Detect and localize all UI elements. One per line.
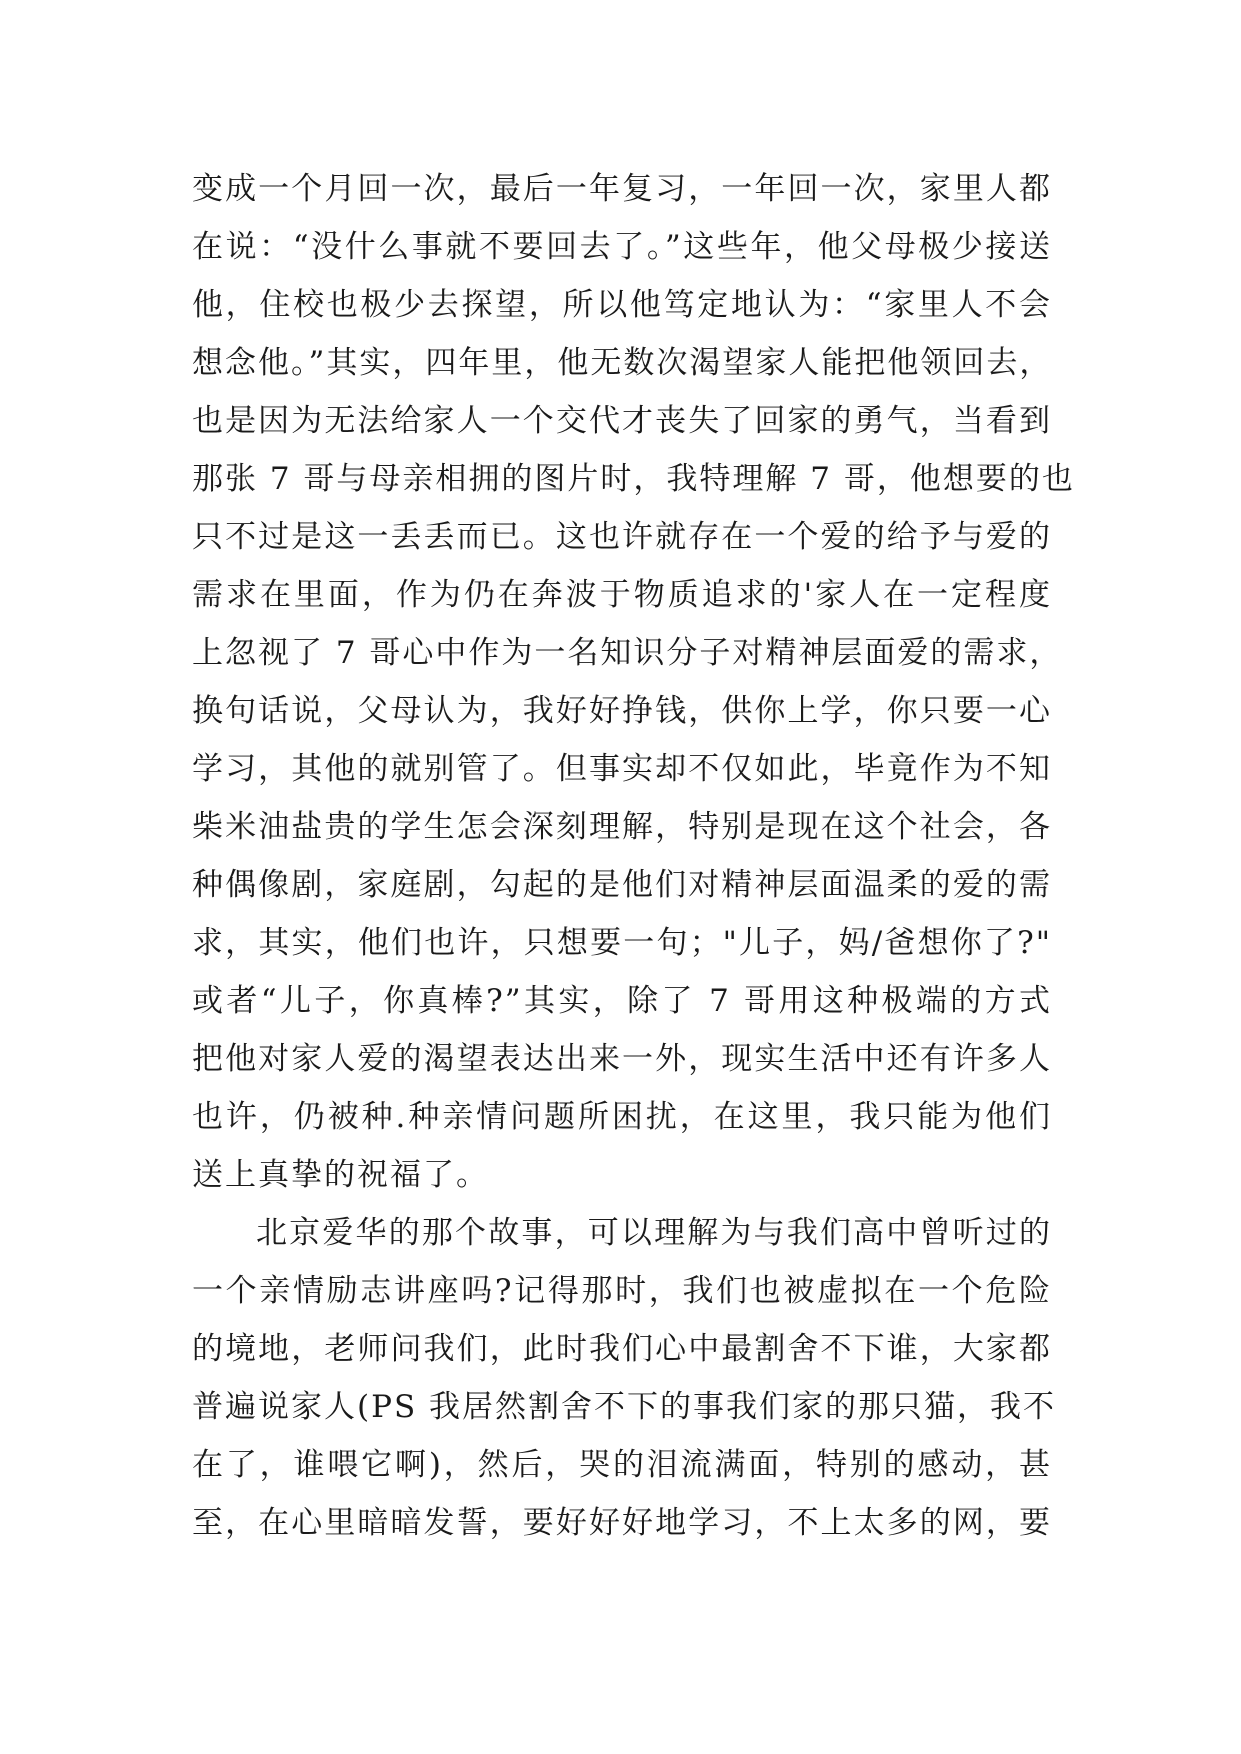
document-body — [192, 160, 1075, 1552]
text-line: 学习，其他的就别管了。但事实却不仅如此，毕竟作为不知 — [192, 751, 1052, 787]
text-line: 或者“儿子，你真棒?”其实，除了 7 哥用这种极端的方式 — [192, 983, 1052, 1019]
text-line: 在说：“没什么事就不要回去了。”这些年，他父母极少接送 — [192, 229, 1052, 265]
text-line: 一个亲情励志讲座吗?记得那时，我们也被虚拟在一个危险 — [192, 1273, 1052, 1309]
text-line: 的境地，老师问我们，此时我们心中最割舍不下谁，大家都 — [192, 1331, 1052, 1367]
text-line: 至，在心里暗暗发誓，要好好好地学习，不上太多的网，要 — [192, 1505, 1052, 1541]
text-line: 普遍说家人(PS 我居然割舍不下的事我们家的那只猫，我不 — [192, 1389, 1057, 1425]
text-line: 送上真挚的祝福了。 — [192, 1157, 489, 1193]
text-line: 把他对家人爱的渴望表达出来一外，现实生活中还有许多人 — [192, 1041, 1052, 1077]
text-line: 也许，仍被种.种亲情问题所困扰，在这里，我只能为他们 — [192, 1099, 1052, 1135]
text-line: 他，住校也极少去探望，所以他笃定地认为：“家里人不会 — [192, 287, 1052, 323]
text-line: 北京爱华的那个故事，可以理解为与我们高中曾听过的 — [256, 1215, 1052, 1251]
paragraph-1 — [192, 160, 1075, 1204]
text-line: 想念他。”其实，四年里，他无数次渴望家人能把他领回去， — [192, 345, 1053, 381]
text-line: 在了，谁喂它啊)，然后，哭的泪流满面，特别的感动，甚 — [192, 1447, 1052, 1483]
text-line: 上忽视了 7 哥心中作为一名知识分子对精神层面爱的需求， — [192, 635, 1063, 671]
text-line: 只不过是这一丢丢而已。这也许就存在一个爱的给予与爱的 — [192, 519, 1052, 555]
text-line: 种偶像剧，家庭剧，勾起的是他们对精神层面温柔的爱的需 — [192, 867, 1052, 903]
text-line: 需求在里面，作为仍在奔波于物质追求的'家人在一定程度 — [192, 577, 1052, 613]
text-line: 柴米油盐贵的学生怎会深刻理解，特别是现在这个社会，各 — [192, 809, 1052, 845]
text-line: 求，其实，他们也许，只想要一句；"儿子，妈/爸想你了?" — [192, 925, 1052, 961]
text-line: 也是因为无法给家人一个交代才丧失了回家的勇气，当看到 — [192, 403, 1052, 439]
paragraph-2 — [192, 1204, 1057, 1552]
text-line: 换句话说，父母认为，我好好挣钱，供你上学，你只要一心 — [192, 693, 1052, 729]
text-line: 变成一个月回一次，最后一年复习，一年回一次，家里人都 — [192, 171, 1052, 207]
text-line: 那张 7 哥与母亲相拥的图片时，我特理解 7 哥，他想要的也 — [192, 461, 1075, 497]
